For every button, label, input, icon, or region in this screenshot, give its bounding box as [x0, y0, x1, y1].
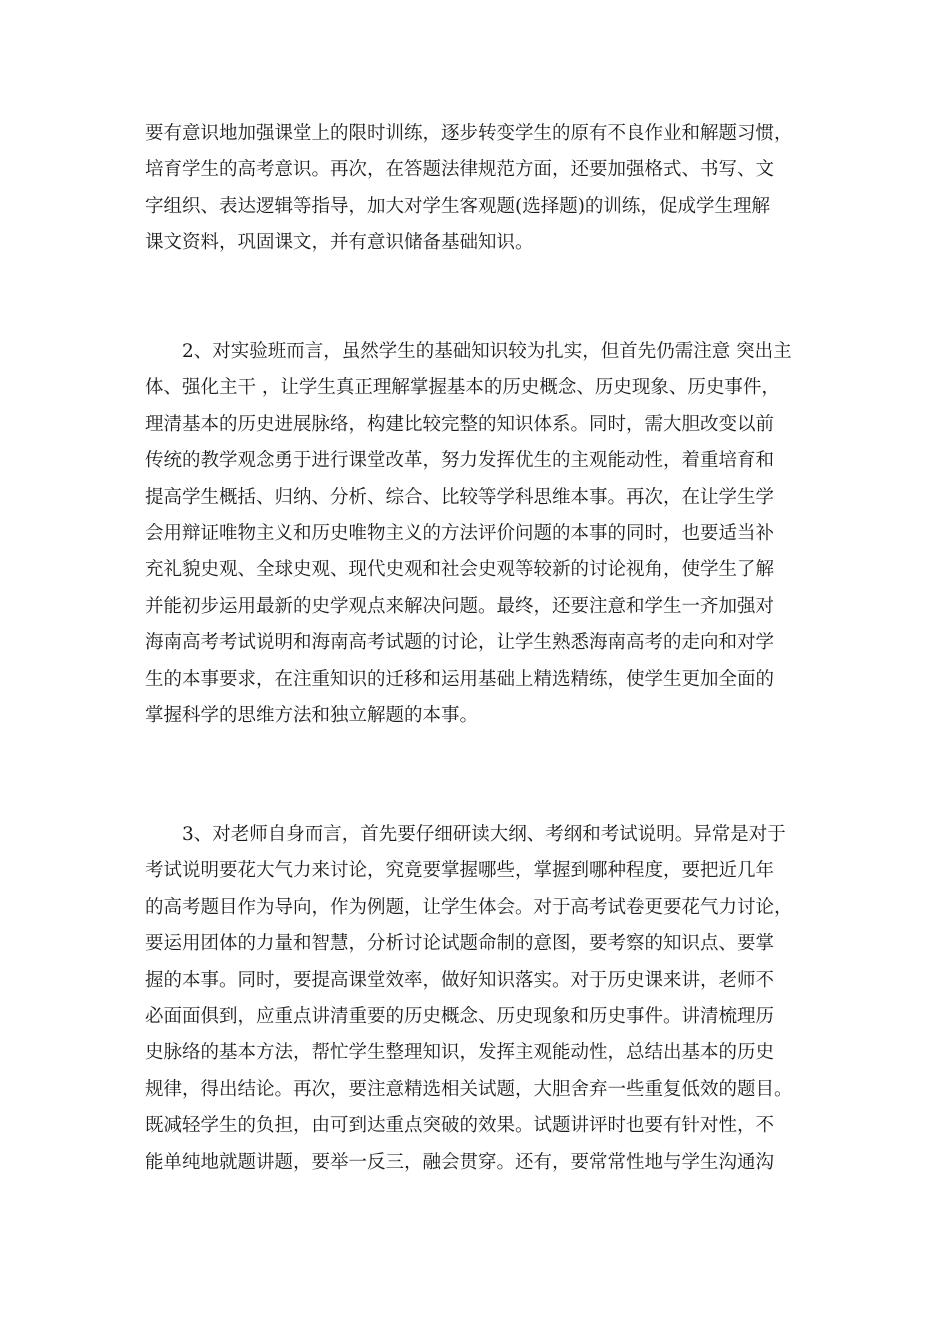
text-line: 要有意识地加强课堂上的限时训练，逐步转变学生的原有不良作业和解题习惯，	[145, 123, 793, 144]
text-line: 既减轻学生的负担，由可到达重点突破的效果。试题讲评时也要有针对性，不	[145, 1115, 775, 1137]
paragraph-continuation	[145, 116, 815, 262]
text-line: 必面面俱到，应重点讲清重要的历史概念、历史现象和历史事件。讲清梳理历	[145, 1005, 775, 1027]
text-line: 培育学生的高考意识。再次，在答题法律规范方面，还要加强格式、书写、文	[145, 159, 775, 181]
text-line: 会用辩证唯物主义和历史唯物主义的方法评价问题的本事的同时，也要适当补	[145, 522, 775, 544]
text-line: 考试说明要花大气力来讨论，究竟要掌握哪些，掌握到哪种程度，要把近几年	[145, 860, 775, 882]
text-line: 课文资料，巩固课文，并有意识储备基础知识。	[145, 232, 534, 254]
text-line: 充礼貌史观、全球史观、现代史观和社会史观等较新的讨论视角，使学生了解	[145, 559, 775, 581]
paragraph-2	[145, 334, 815, 734]
text-line: 史脉络的基本方法，帮忙学生整理知识，发挥主观能动性，总结出基本的历史	[145, 1042, 775, 1064]
text-line: 规律，得出结论。再次，要注意精选相关试题，大胆舍弃一些重复低效的题目。	[145, 1078, 793, 1100]
text-line: 生的本事要求，在注重知识的迁移和运用基础上精选精练，使学生更加全面的	[145, 668, 775, 690]
text-line: 体、强化主干 ，让学生真正理解掌握基本的历史概念、历史现象、历史事件，	[145, 377, 780, 399]
text-line: 掌握科学的思维方法和独立解题的本事。	[145, 704, 479, 726]
text-line: 传统的教学观念勇于进行课堂改革，努力发挥优生的主观能动性，着重培育和	[145, 450, 775, 472]
text-line: 2、对实验班而言，虽然学生的基础知识较为扎实，但首先仍需注意 突出主	[145, 341, 792, 362]
text-line: 海南高考考试说明和海南高考试题的讨论，让学生熟悉海南高考的走向和对学	[145, 632, 775, 654]
text-line: 提高学生概括、归纳、分析、综合、比较等学科思维本事。再次，在让学生学	[145, 486, 775, 508]
text-line: 字组织、表达逻辑等指导，加大对学生客观题(选择题)的训练，促成学生理解	[145, 195, 770, 217]
text-line: 并能初步运用最新的史学观点来解决问题。最终，还要注意和学生一齐加强对	[145, 595, 775, 617]
text-line: 能单纯地就题讲题，要举一反三，融会贯穿。还有，要常常性地与学生沟通沟	[145, 1151, 775, 1173]
text-line: 握的本事。同时，要提高课堂效率，做好知识落实。对于历史课来讲，老师不	[145, 969, 775, 991]
text-line: 理清基本的历史进展脉络，构建比较完整的知识体系。同时，需大胆改变以前	[145, 413, 775, 435]
text-line: 3、对老师自身而言，首先要仔细研读大纲、考纲和考试说明。异常是对于	[145, 824, 786, 845]
paragraph-3	[145, 817, 815, 1181]
text-line: 的高考题目作为导向，作为例题，让学生体会。对于高考试卷更要花气力讨论，	[145, 896, 793, 918]
text-line: 要运用团体的力量和智慧，分析讨论试题命制的意图，要考察的知识点、要掌	[145, 933, 775, 955]
